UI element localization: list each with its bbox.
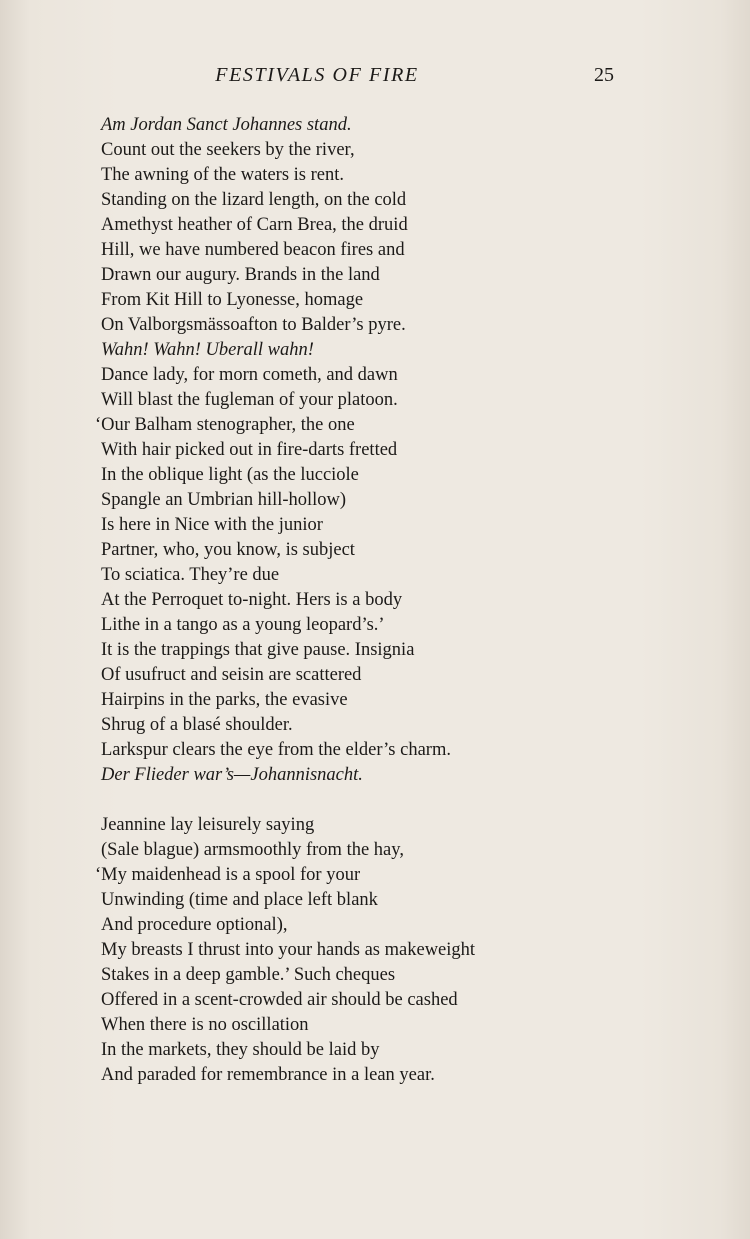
poem-line: Dance lady, for morn cometh, and dawn <box>101 365 398 385</box>
poem-line: The awning of the waters is rent. <box>101 165 344 185</box>
poem-line: (Sale blague) armsmoothly from the hay, <box>101 840 404 860</box>
poem-line: Offered in a scent-crowded air should be cashed <box>101 990 458 1010</box>
poem-line: Jeannine lay leisurely saying <box>101 815 315 835</box>
page-number: 25 <box>594 64 614 86</box>
poem-line: Stakes in a deep gamble.’ Such cheques <box>101 965 396 985</box>
poem-line: Shrug of a blasé shoulder. <box>101 715 293 735</box>
poem-line: Hairpins in the parks, the evasive <box>101 690 348 710</box>
poem-line: ‘Our Balham stenographer, the one <box>95 415 355 435</box>
poem-line: ‘My maidenhead is a spool for your <box>95 865 361 885</box>
poem-body <box>95 113 731 1088</box>
poem-line: In the markets, they should be laid by <box>101 1040 380 1060</box>
poem-line: Spangle an Umbrian hill-hollow) <box>101 490 347 510</box>
poem-line: Amethyst heather of Carn Brea, the druid <box>101 215 408 235</box>
poem-line: With hair picked out in fire-darts fretted <box>101 440 398 460</box>
poem-line: Am Jordan Sanct Johannes stand. <box>101 115 352 135</box>
poem-line: My breasts I thrust into your hands as makeweight <box>101 940 476 960</box>
poem-line: Der Flieder war’s—Johannisnacht. <box>101 765 363 785</box>
poem-line: Will blast the fugleman of your platoon. <box>101 390 398 410</box>
poem-line: Drawn our augury. Brands in the land <box>101 265 380 285</box>
poem-line: At the Perroquet to-night. Hers is a body <box>101 590 403 610</box>
poem-line: Count out the seekers by the river, <box>101 140 355 160</box>
poem-line: Unwinding (time and place left blank <box>101 890 378 910</box>
poem-line: Lithe in a tango as a young leopard’s.’ <box>101 615 385 635</box>
poem-line: In the oblique light (as the lucciole <box>101 465 359 485</box>
poem-line: And paraded for remembrance in a lean year. <box>101 1065 435 1085</box>
poem-line: Wahn! Wahn! Uberall wahn! <box>101 340 314 360</box>
stanza <box>95 113 731 788</box>
poem-line: Of usufruct and seisin are scattered <box>101 665 362 685</box>
poem-line: Standing on the lizard length, on the cold <box>101 190 407 210</box>
poem-line: And procedure optional), <box>101 915 288 935</box>
running-title: FESTIVALS OF FIRE <box>215 64 419 86</box>
poem-line: When there is no oscillation <box>101 1015 309 1035</box>
poem-line: Larkspur clears the eye from the elder’s charm. <box>101 740 451 760</box>
stanza <box>95 813 731 1088</box>
poem-line: To sciatica. They’re due <box>101 565 280 585</box>
poem-line: From Kit Hill to Lyonesse, homage <box>101 290 364 310</box>
poem-line: Is here in Nice with the junior <box>101 515 323 535</box>
poem-line: It is the trappings that give pause. Insignia <box>101 640 415 660</box>
poem-line: Partner, who, you know, is subject <box>101 540 355 560</box>
poem-line: On Valborgsmässoafton to Balder’s pyre. <box>101 315 406 335</box>
poem-line: Hill, we have numbered beacon fires and <box>101 240 405 260</box>
